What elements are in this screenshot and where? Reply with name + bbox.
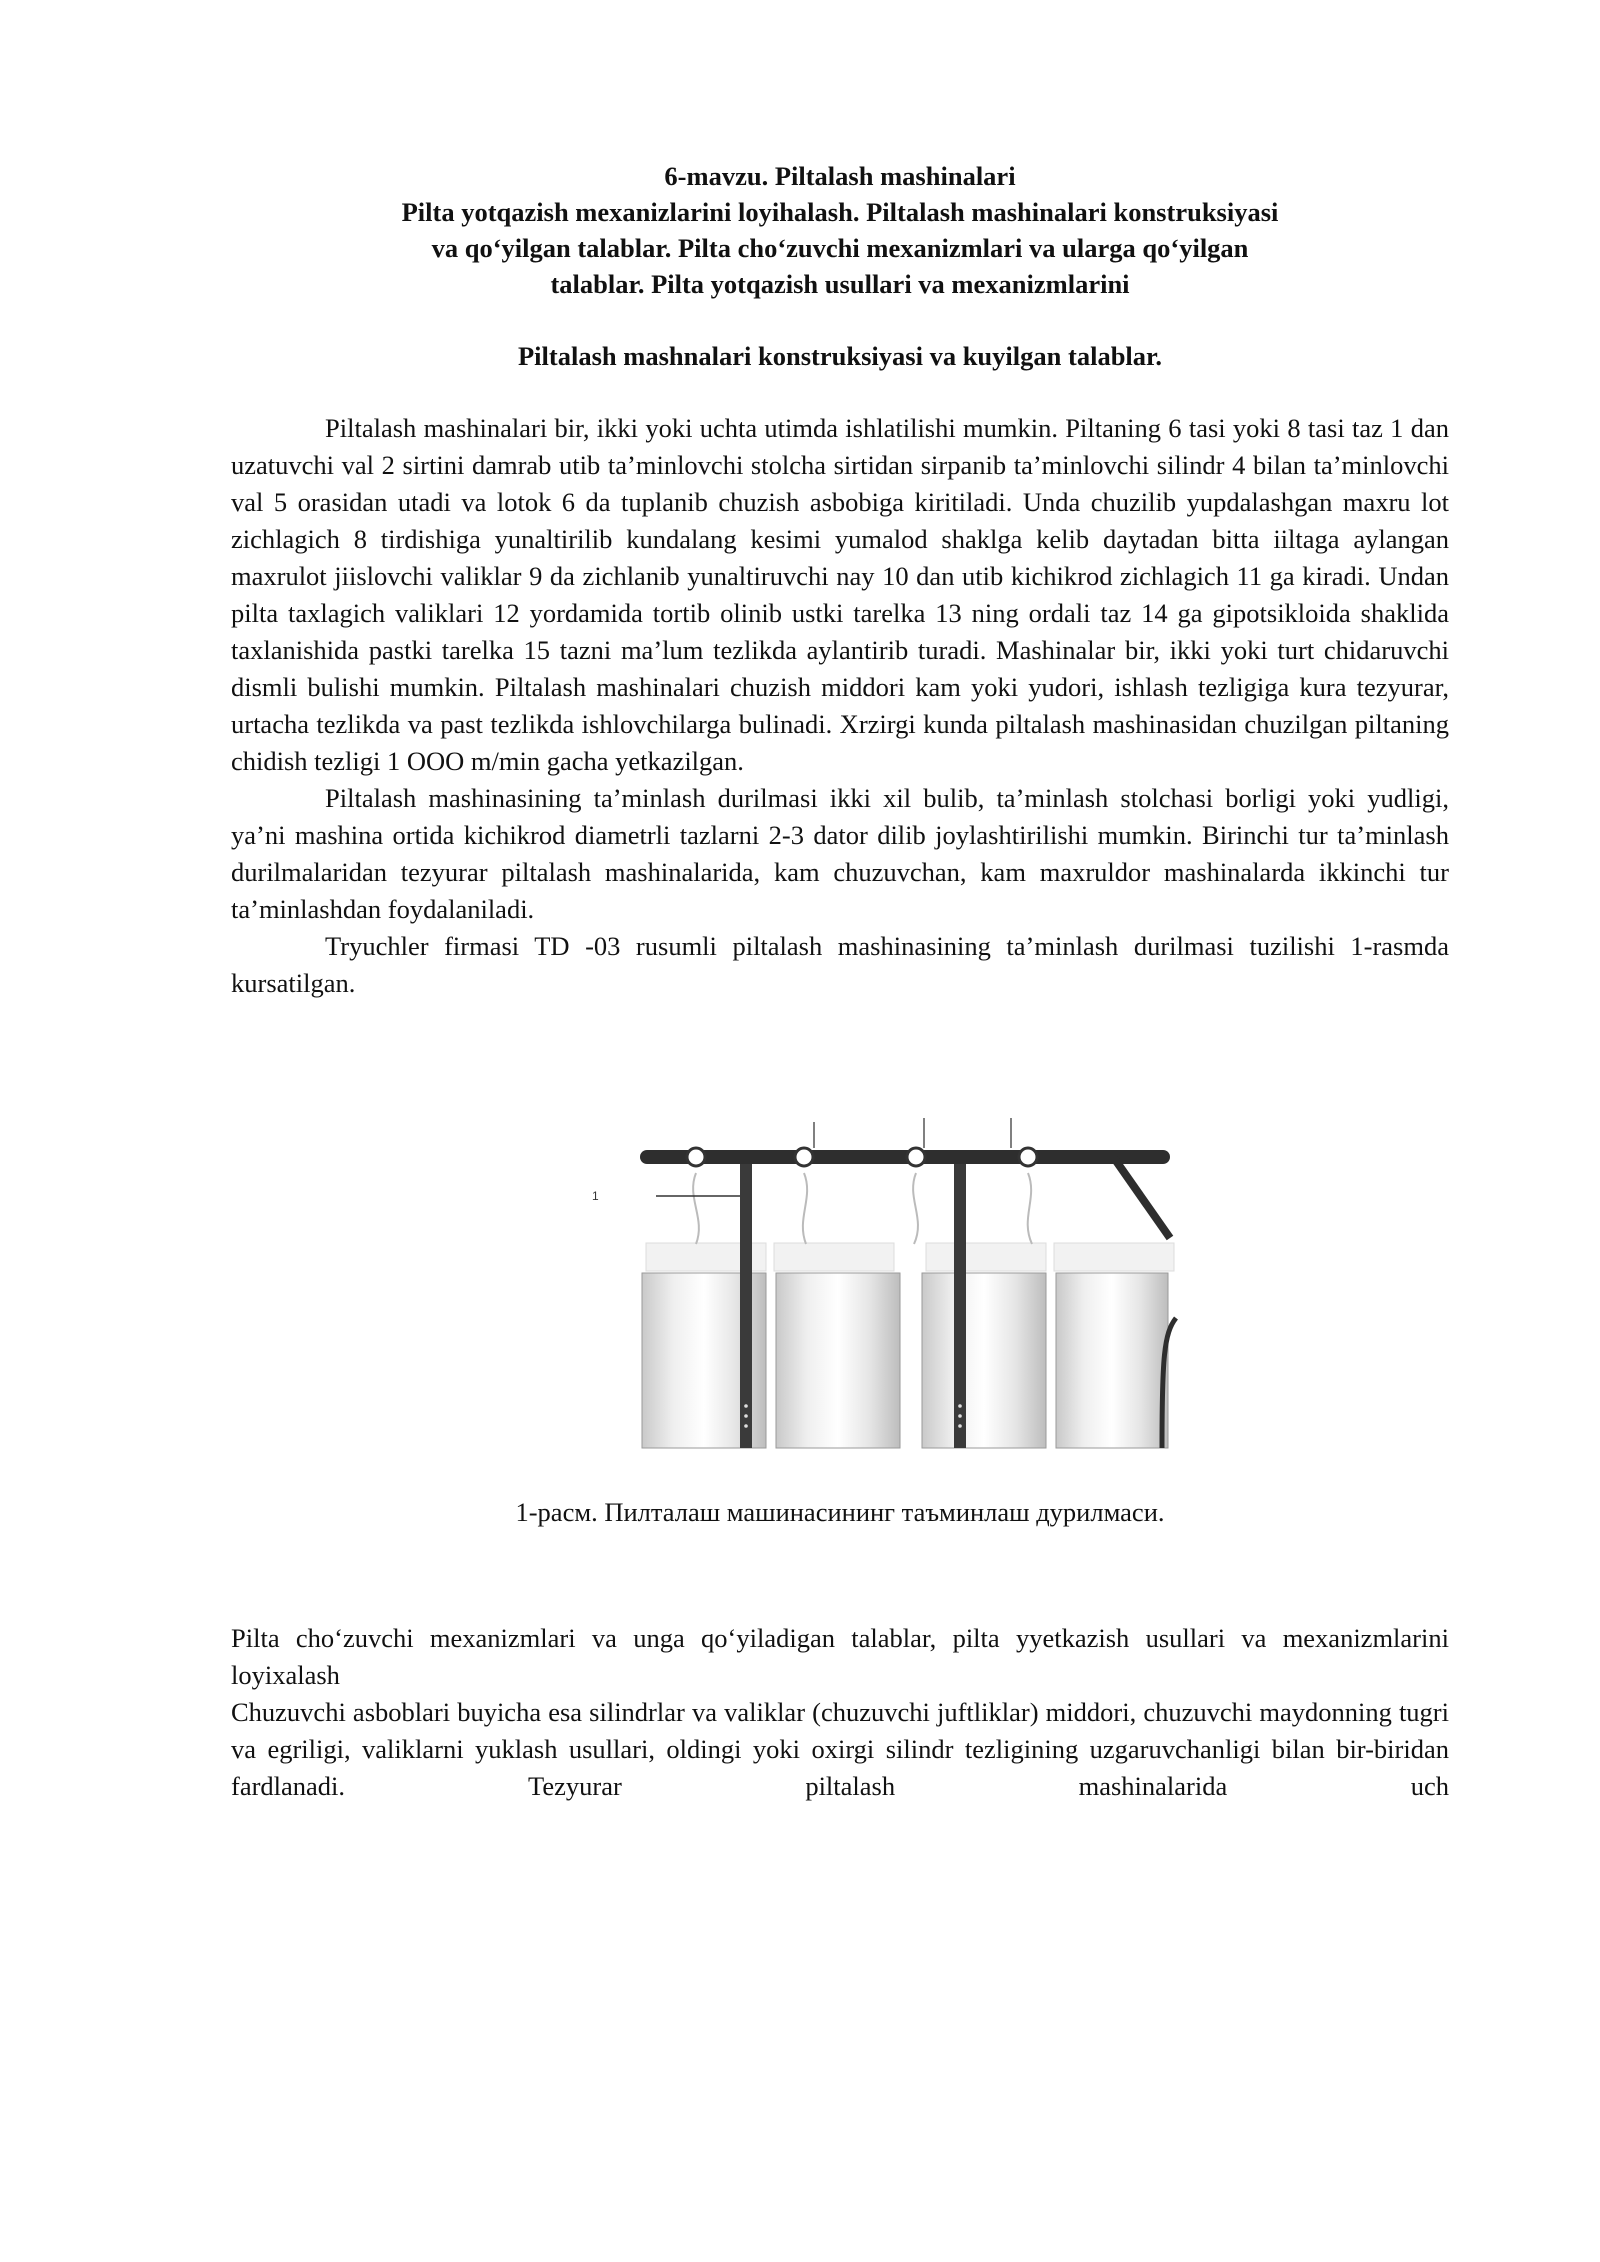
figure-label: 1	[592, 1189, 599, 1203]
title-line-4: talablar. Pilta yotqazish usullari va mexanizmlarini	[550, 269, 1130, 299]
paragraph-1: Piltalash mashinalari bir, ikki yoki uchta utimda ishlatilishi mumkin. Piltaning 6 tasi yoki 8 tasi taz 1 dan uzatuvchi val 2 sirtini damrab utib ta’minlovchi stolcha sirtidan sirpanib ta’minlovchi silindr 4 bilan ta’minlovchi val 5 orasidan utadi va lotok 6 da tuplanib chuzish asbobiga kiritiladi. Unda chuzilib yupdalashgan maxru lot zichlagich 8 tirdishiga yunaltirilib kundalang kesimi yumalod shaklga kelib daytadan bitta iiltaga aylangan maxrulot jiislovchi valiklar 9 da zichlanib yunaltiruvchi nay 10 dan utib kichikrod zichlagich 11 ga kiradi. Undan pilta taxlagich valiklari 12 yordamida tortib olinib ustki tarelka 13 ning ordali taz 14 ga gipotsikloida shaklida taxlanishida pastki tarelka 15 tazni ma’lum tezlikda aylantirib turadi. Mashinalar bir, ikki yoki turt chidaruvchi dismli bulishi mumkin. Piltalash mashinalari chuzish middori kam yoki yudori, ishlash tezligiga kura tezyurar, urtacha tezlikda va past tezlikda ishlovchilarga bulinadi. Xrzirgi kunda piltalash mashinasidan chuzilgan piltaning chidish tezligi 1 OOO m/min gacha yetkazilgan.	[231, 413, 1449, 776]
section-2-paragraph: Chuzuvchi asboblari buyicha esa silindrlar va valiklar (chuzuvchi juftliklar) middori, chuzuvchi maydonning tugri va egriligi, valiklarni yuklash usullari, oldingi yoki oxirgi silindr tezligining uzgaruvchanligi bilan bir-biridan fardlanadi. Tezyurar piltalash mashinalarida uch	[231, 1697, 1449, 1801]
title-line-2: Pilta yotqazish mexanizlarini loyihalash. Piltalash mashinalari konstruksiyasi	[401, 197, 1279, 227]
document-title	[231, 158, 1449, 302]
paragraph-2: Piltalash mashinasining ta’minlash durilmasi ikki xil bulib, ta’minlash stolchasi borligi yoki yudligi, ya’ni mashina ortida kichikrod diametrli tazlarni 2-3 dator dilib joylashtirilishi mumkin. Birinchi tur ta’minlash durilmalaridan tezyurar piltalash mashinalarida, kam chuzuvchan, kam maxruldor mashinalarda ikkinchi tur ta’minlashdan foydalaniladi.	[231, 783, 1449, 924]
paragraph-3: Tryuchler firmasi TD -03 rusumli piltalash mashinasining ta’minlash durilmasi tuzilishi 1-rasmda kursatilgan.	[231, 931, 1449, 998]
feeding-device-illustration	[592, 1118, 1176, 1448]
figure-caption: 1-расм. Пилталаш машинасининг таъминлаш дурилмаси.	[515, 1497, 1165, 1527]
title-line-1: 6-mavzu. Piltalash mashinalari	[664, 161, 1016, 191]
figure-feeding-device	[592, 1118, 1176, 1448]
section-subheading: Piltalash mashnalari konstruksiyasi va kuyilgan talablar.	[517, 341, 1162, 371]
document-content	[231, 158, 1449, 1002]
title-line-3: va qo‘yilgan talablar. Pilta cho‘zuvchi mexanizmlari va ularga qo‘yilgan	[431, 233, 1249, 263]
section-2-heading: Pilta cho‘zuvchi mexanizmlari va unga qo‘yiladigan talablar, pilta yyetkazish usullari va mexanizmlarini loyixalash	[231, 1623, 1449, 1690]
section-2	[231, 1620, 1449, 1805]
